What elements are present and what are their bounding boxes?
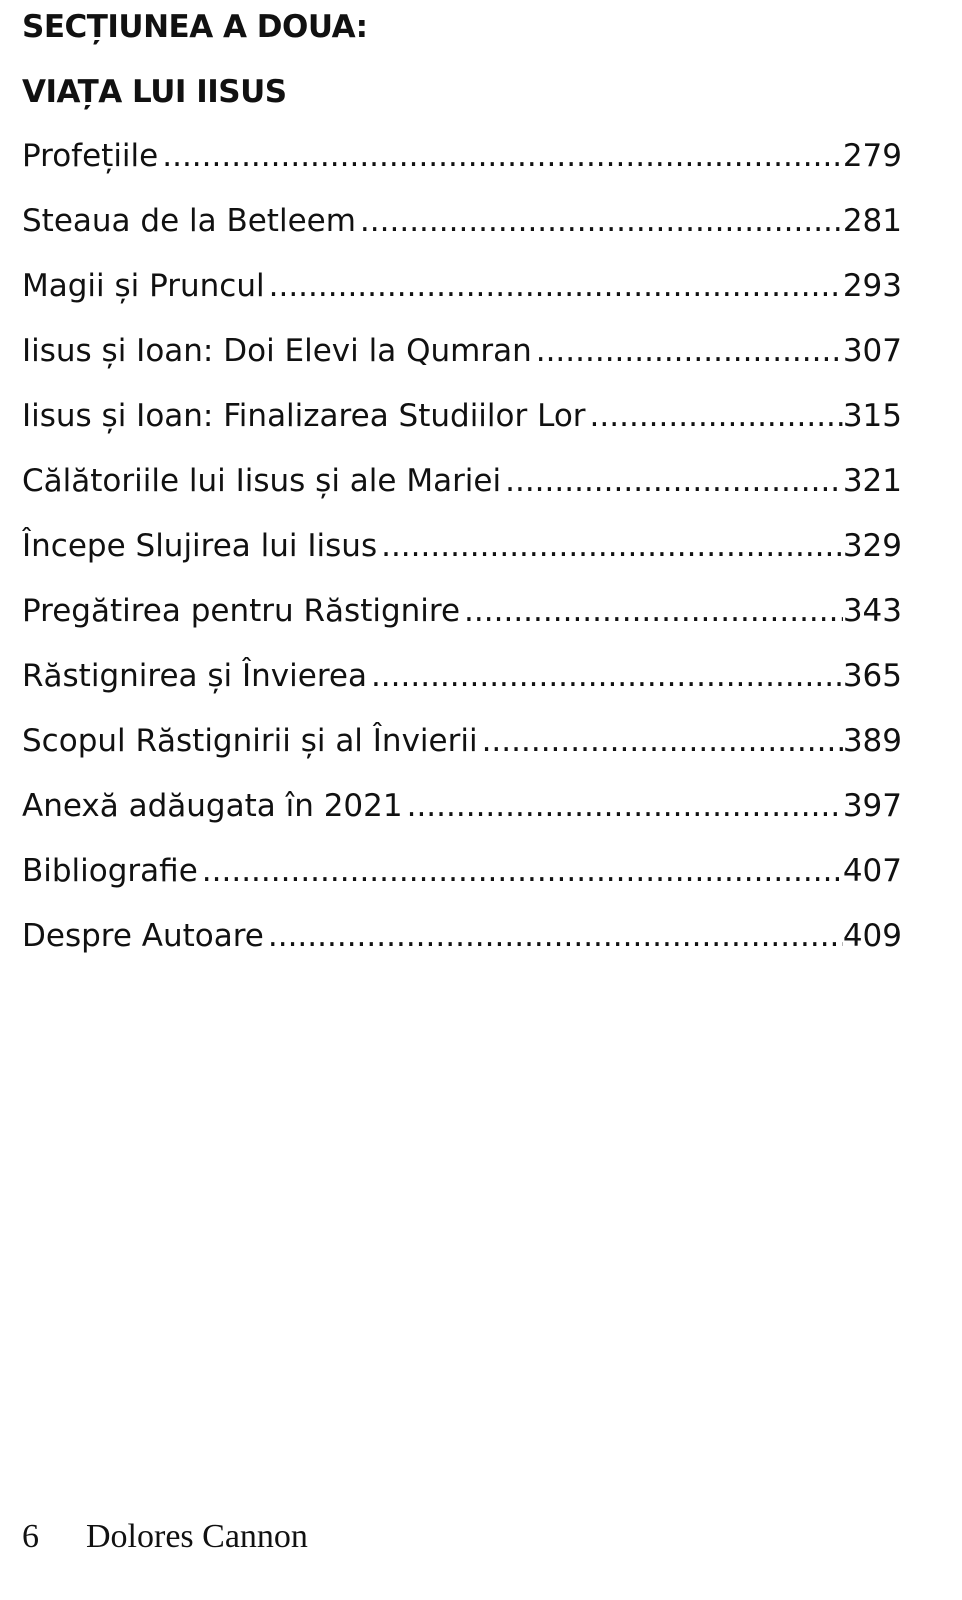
toc-entry[interactable] xyxy=(22,916,902,981)
toc-entry-page: 329 xyxy=(842,528,902,564)
footer-page-number: 6 xyxy=(22,1518,39,1555)
toc-dot-leader xyxy=(536,331,843,371)
toc-entry-page: 409 xyxy=(842,918,902,954)
toc-dot-leader xyxy=(381,526,843,566)
toc-dot-leader xyxy=(482,721,843,761)
toc-entry-title: Despre Autoare xyxy=(22,918,264,954)
toc-entry-page: 281 xyxy=(842,203,902,239)
toc-entry-title: Începe Slujirea lui Iisus xyxy=(22,528,378,564)
toc-entry-page: 307 xyxy=(842,333,902,369)
toc-entry[interactable] xyxy=(22,136,902,201)
toc-dot-leader xyxy=(162,136,843,176)
toc-entry-title: Iisus și Ioan: Doi Elevi la Qumran xyxy=(22,333,532,369)
toc-entry[interactable] xyxy=(22,656,902,721)
toc-entry-page: 389 xyxy=(842,723,902,759)
toc-entry-page: 321 xyxy=(842,463,902,499)
toc-entry-title: Magii și Pruncul xyxy=(22,268,265,304)
toc-entry[interactable] xyxy=(22,526,902,591)
toc-entry-page: 407 xyxy=(842,853,902,889)
toc-entry-page: 293 xyxy=(842,268,902,304)
toc-entry[interactable] xyxy=(22,331,902,396)
table-of-contents xyxy=(22,136,902,981)
toc-entry[interactable] xyxy=(22,201,902,266)
toc-entry-title: Bibliografie xyxy=(22,853,198,889)
page-footer xyxy=(22,1515,308,1559)
toc-entry-title: Scopul Răstignirii și al Învierii xyxy=(22,723,478,759)
toc-entry-page: 343 xyxy=(842,593,902,629)
toc-entry[interactable] xyxy=(22,461,902,526)
toc-entry-title: Călătoriile lui Iisus și ale Mariei xyxy=(22,463,502,499)
toc-dot-leader xyxy=(268,916,843,956)
toc-entry-page: 397 xyxy=(842,788,902,824)
footer-author: Dolores Cannon xyxy=(86,1518,308,1555)
toc-dot-leader xyxy=(371,656,843,696)
toc-dot-leader xyxy=(464,591,843,631)
toc-entry-title: Profețiile xyxy=(22,138,159,174)
toc-entry-page: 315 xyxy=(842,398,902,434)
toc-entry[interactable] xyxy=(22,591,902,656)
toc-entry[interactable] xyxy=(22,721,902,786)
toc-entry-title: Răstignirea și Învierea xyxy=(22,658,367,694)
toc-dot-leader xyxy=(360,201,843,241)
toc-entry-title: Iisus și Ioan: Finalizarea Studiilor Lor xyxy=(22,398,586,434)
toc-entry[interactable] xyxy=(22,396,902,461)
toc-dot-leader xyxy=(505,461,843,501)
toc-entry[interactable] xyxy=(22,851,902,916)
section-heading: SECȚIUNEA A DOUA: xyxy=(22,9,368,45)
toc-entry-title: Steaua de la Betleem xyxy=(22,203,356,239)
toc-entry[interactable] xyxy=(22,786,902,851)
toc-entry-page: 365 xyxy=(842,658,902,694)
toc-entry-title: Pregătirea pentru Răstignire xyxy=(22,593,461,629)
toc-entry[interactable] xyxy=(22,266,902,331)
toc-entry-title: Anexă adăugata în 2021 xyxy=(22,788,403,824)
toc-dot-leader xyxy=(407,786,843,826)
section-subheading: VIAȚA LUI IISUS xyxy=(22,74,287,110)
toc-dot-leader xyxy=(269,266,843,306)
toc-entry-page: 279 xyxy=(842,138,902,174)
toc-dot-leader xyxy=(590,396,843,436)
toc-dot-leader xyxy=(202,851,843,891)
